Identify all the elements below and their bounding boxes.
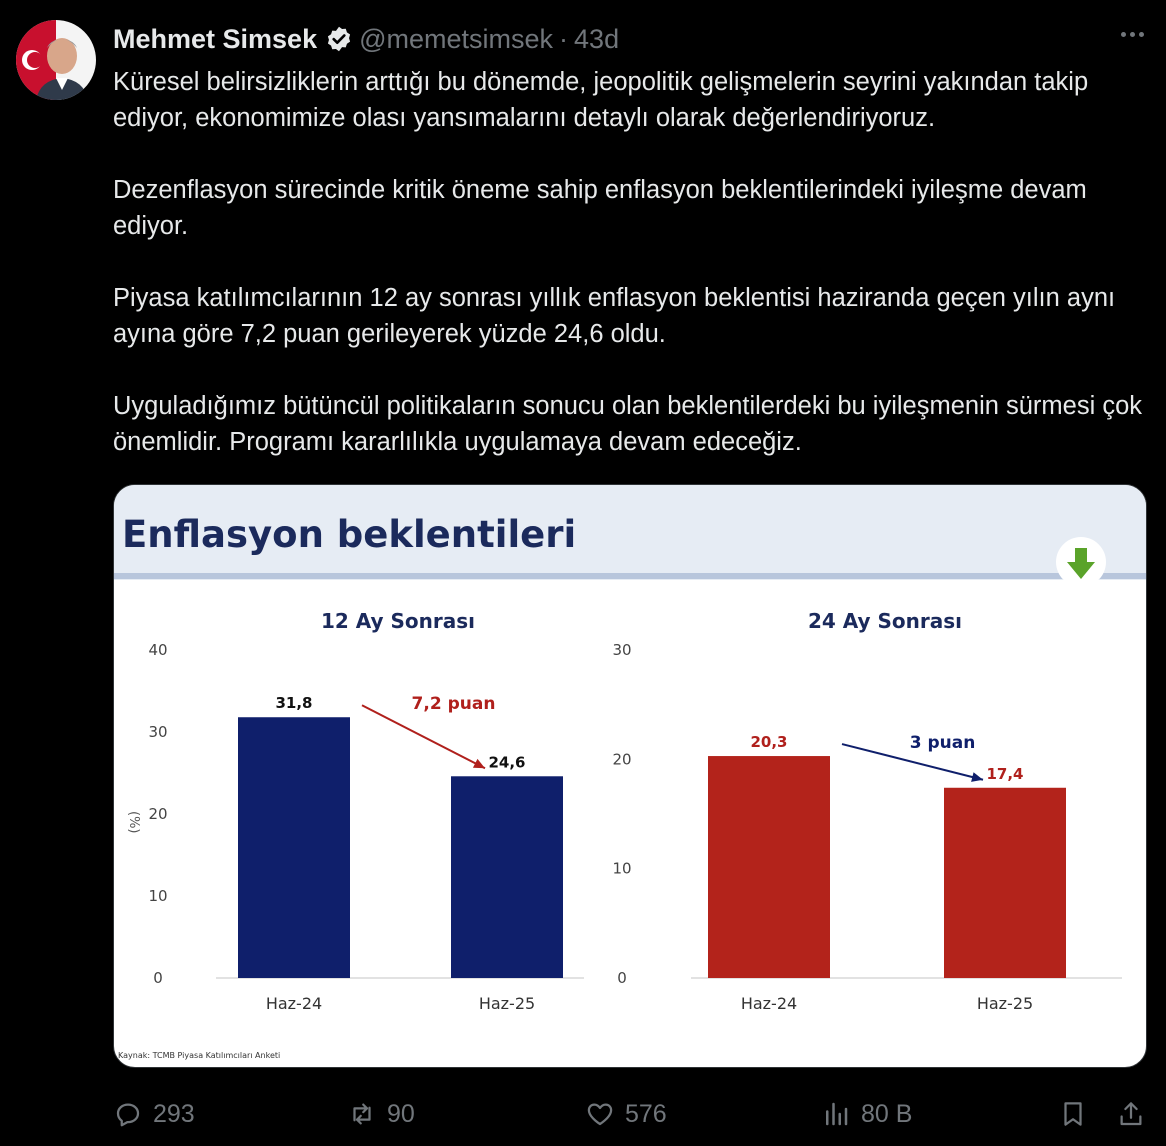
- post-paragraph: Küresel belirsizliklerin arttığı bu dönemde, jeopolitik gelişmelerin seyrini yakından takip ediyor, ekonomimize olası yansımalarını detaylı olarak değerlendiriyoruz.: [113, 68, 1089, 132]
- bookmark-button[interactable]: [1058, 1092, 1088, 1136]
- post-image[interactable]: [113, 484, 1147, 1068]
- y-tick-label: 10: [612, 859, 632, 878]
- views-button[interactable]: [821, 1092, 912, 1136]
- share-button[interactable]: [1116, 1092, 1146, 1136]
- y-tick-label: 30: [612, 641, 632, 659]
- reply-icon: [113, 1099, 143, 1129]
- inflation-expectations-chart: [114, 485, 1146, 1067]
- y-tick-label: 20: [612, 750, 632, 769]
- y-tick-label: 0: [617, 969, 627, 987]
- post-text: [113, 64, 1143, 496]
- repost-button[interactable]: [347, 1092, 415, 1136]
- annotation-arrow-head: [971, 772, 983, 782]
- bar-value-label: 31,8: [275, 694, 313, 713]
- y-tick-label: 0: [153, 969, 163, 987]
- x-tick-label: Haz-25: [478, 994, 536, 1013]
- bar-value-label: 20,3: [750, 733, 788, 752]
- annotation-label: 7,2 puan: [411, 694, 496, 715]
- bar-value-label: 17,4: [986, 764, 1024, 783]
- repost-icon: [347, 1099, 377, 1129]
- share-icon: [1116, 1099, 1146, 1129]
- verified-badge-icon: [325, 25, 353, 53]
- bar: [451, 776, 563, 978]
- y-axis-unit-label: (%): [126, 811, 141, 834]
- reply-button[interactable]: [113, 1092, 195, 1136]
- x-tick-label: Haz-25: [976, 994, 1034, 1013]
- bar: [708, 756, 830, 978]
- y-tick-label: 40: [148, 641, 168, 659]
- image-title: Enflasyon beklentileri: [122, 513, 577, 556]
- like-button[interactable]: [585, 1092, 667, 1136]
- post-paragraph: Dezenflasyon sürecinde kritik öneme sahip enflasyon beklentilerindeki iyileşme devam ediyor.: [113, 176, 1087, 240]
- chart-title: 24 Ay Sonrası: [807, 609, 963, 633]
- x-tick-label: Haz-24: [265, 994, 323, 1013]
- download-arrow-icon: [1056, 537, 1106, 587]
- bookmark-icon: [1058, 1099, 1088, 1129]
- bar-value-label: 24,6: [488, 753, 526, 772]
- reply-count: 293: [153, 1099, 195, 1128]
- like-count: 576: [625, 1099, 667, 1128]
- more-options-icon[interactable]: [1121, 32, 1144, 37]
- annotation-label: 3 puan: [909, 733, 976, 754]
- image-source-note: Kaynak: TCMB Piyasa Katılımcıları Anketi: [118, 1051, 281, 1060]
- x-tick-label: Haz-24: [740, 994, 798, 1013]
- y-tick-label: 10: [148, 887, 168, 905]
- bar: [238, 717, 350, 978]
- repost-count: 90: [387, 1099, 415, 1128]
- heart-icon: [585, 1099, 615, 1129]
- avatar[interactable]: [16, 20, 96, 100]
- view-count: 80 B: [861, 1099, 913, 1128]
- post-paragraph: Piyasa katılımcılarının 12 ay sonrası yıllık enflasyon beklentisi haziranda geçen yılın aynı ayına göre 7,2 puan gerileyerek yüzde 24,6 oldu.: [113, 284, 1116, 348]
- separator-dot: ·: [559, 23, 569, 54]
- y-tick-label: 30: [148, 723, 168, 741]
- bar: [944, 788, 1066, 978]
- author-handle[interactable]: @memetsimsek: [359, 23, 554, 54]
- y-tick-label: 20: [148, 805, 168, 823]
- annotation-arrow-line: [362, 705, 485, 768]
- chart-title: 12 Ay Sonrası: [320, 609, 476, 633]
- post-actions: [113, 1092, 1153, 1136]
- views-icon: [821, 1099, 851, 1129]
- author-name[interactable]: Mehmet Simsek: [113, 23, 318, 54]
- post-paragraph: Uyguladığımız bütüncül politikaların sonucu olan beklentilerdeki bu iyileşmenin sürmesi çok önemlidir. Programı kararlılıkla uygulamaya devam edeceğiz.: [113, 392, 1143, 456]
- post-timestamp[interactable]: 43d: [574, 23, 620, 54]
